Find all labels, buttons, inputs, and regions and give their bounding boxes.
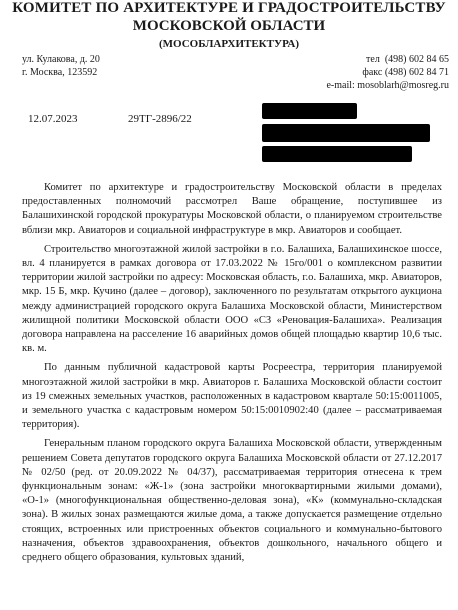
paragraph: По данным публичной кадастровой карты Росреестра, территория планируемой многоэтажной жилой застройки в мкр. Авиаторов г. Балашиха Московской области состоит из 19 смежных земельных участков, расположенных в кадастровом квартале 50:15:0011005, и земельного участка с кадастровым номером 50:15:0010902:40 (далее – рассматриваемая территория). — [22, 362, 442, 431]
redacted-recipient-line2 — [262, 124, 430, 142]
letter-body — [22, 181, 442, 570]
email: e-mail: mosoblarh@mosreg.ru — [326, 80, 449, 91]
redacted-recipient-line3 — [262, 146, 412, 162]
city-address: г. Москва, 123592 — [22, 67, 98, 78]
paragraph: Комитет по архитектуре и градостроительству Московской области в пределах предоставленных полномочий рассмотрел Ваше обращение, поступившее из Балашихинской городской прокуратуры Московской области, о планируемом строительстве вблизи мкр. Авиаторов и социальной инфраструктуре в мкр. Авиаторов и сообщает. — [22, 182, 442, 236]
postal-address — [22, 53, 100, 79]
letter-date: 12.07.2023 — [28, 113, 78, 125]
street-address: ул. Кулакова, д. 20 — [22, 54, 100, 65]
fax: факс (498) 602 84 71 — [362, 67, 449, 78]
org-short-name: (МОСОБЛАРХИТЕКТУРА) — [159, 38, 299, 50]
org-name-line1: КОМИТЕТ ПО АРХИТЕКТУРЕ И ГРАДОСТРОИТЕЛЬСТВУ — [12, 0, 446, 16]
letter-number: 29ТГ-2896/22 — [128, 113, 192, 125]
org-name-line2: МОСКОВСКОЙ ОБЛАСТИ — [132, 18, 326, 34]
paragraph: Генеральным планом городского округа Балашиха Московской области, утвержденным решением Совета депутатов городского округа Балашиха Московской области от 27.12.2017 № 02/50 (ред. от 20.09.2022 № 04/37), рассматриваемая территория отнесена к трем функциональным зонам: «Ж-1» (зона застройки многоквартирными жилыми домами), «О-1» (многофункциональная общественно-деловая зона), «К» (коммунально-складская зона). В жилых зонах размещаются жилые дома, а также допускается размещение отдельно стоящих, встроенных или пристроенных объектов социального и коммунально-бытового назначения, объектов здравоохранения, объектов дошкольного, начального общего и среднего общего образования, культовых зданий, — [22, 438, 442, 564]
paragraph: Строительство многоэтажной жилой застройки в г.о. Балашиха, Балашихинское шоссе, вл. 4 планируется в рамках договора от 17.03.2022 № 15го/001 о комплексном развитии территории жилой застройки по адресу: Московская область, г.о. Балашиха, мкр. Авиаторов, мкр. 15 Б, мкр. Кучино (далее – договор), заключенного по результатам открытого аукциона между администрацией городского округа Балашиха Московской области, Министерством жилищной политики Московской области ООО «СЗ «Реновация-Балашиха». Реализация договора направлена на расселение 16 аварийных домов общей площадью квартир 10,6 тыс. кв. м. — [22, 243, 442, 355]
contact-info — [326, 53, 449, 92]
phone: тел (498) 602 84 65 — [366, 54, 449, 65]
redacted-recipient-line1 — [262, 103, 357, 119]
